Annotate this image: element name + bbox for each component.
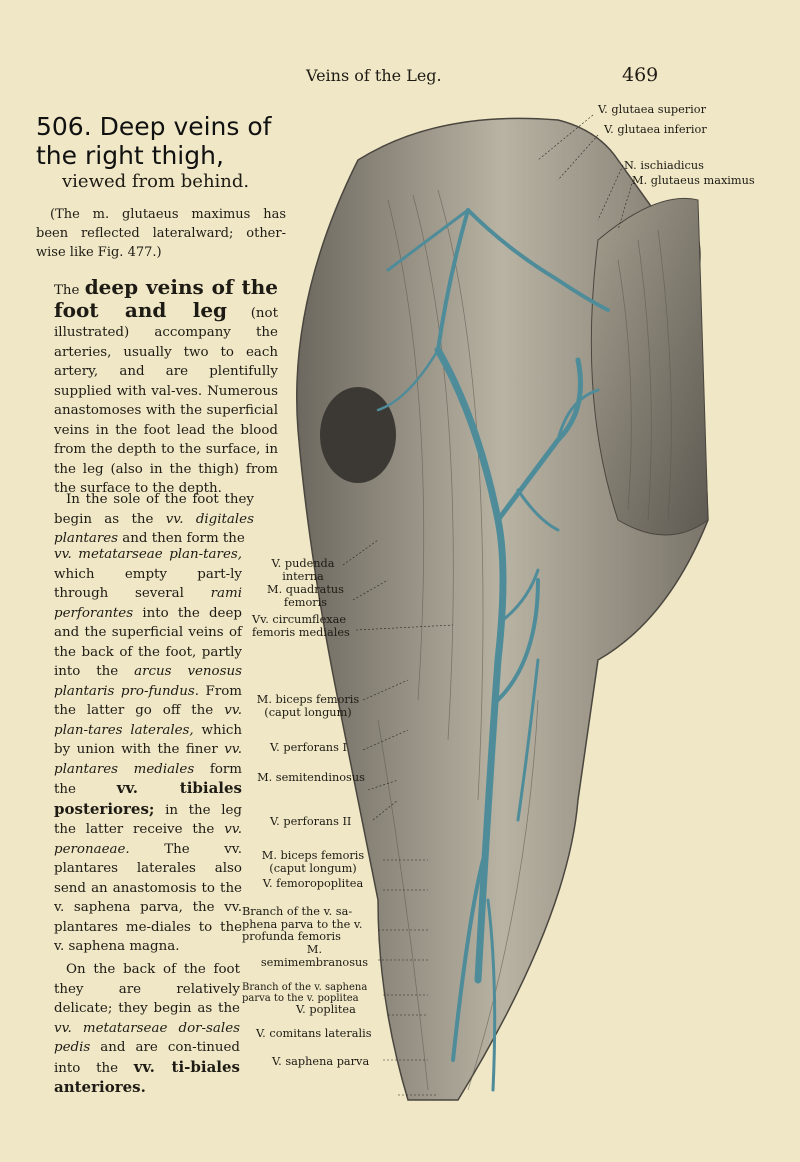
label-v-perforans-2: V. perforans II: [270, 815, 352, 828]
page-header: [0, 66, 800, 90]
label-v-glutaea-inferior: V. glutaea inferior: [604, 123, 707, 136]
p2-i4: arcus venosus plantaris pro-fundus.: [54, 664, 242, 699]
p1-lead: The: [54, 283, 80, 298]
p2-i6: vv. plantares mediales: [54, 742, 242, 777]
page-number: 469: [622, 64, 659, 86]
p2-g: form the: [54, 761, 242, 797]
anatomical-figure: [238, 100, 800, 1140]
p2-i3: rami perforantes: [54, 586, 242, 621]
p3-a: On the back of the foot they are relatively delicate; they begin as the: [54, 962, 240, 1016]
label-v-perforans-1: V. perforans I: [270, 741, 347, 754]
p2-j: The vv. plantares laterales also send an anastomosis to the v. saphena parva, the vv. plantares me-diales to the v. saphena magna.: [54, 841, 242, 954]
label-v-poplitea: V. poplitea: [296, 1003, 356, 1016]
p2-i1: vv. digitales plantares: [54, 511, 254, 546]
p2-i5: vv. plan-tares laterales,: [54, 703, 243, 738]
p2-h: in the leg the latter receive the: [54, 802, 242, 837]
paragraph-2-start: [54, 490, 254, 549]
label-v-femoropoplitea: V. femoropoplitea: [262, 877, 364, 890]
label-branch-poplitea: Branch of the v. saphena parva to the v. poplitea: [242, 982, 368, 1004]
label-m-semitendinosus: M. semitendinosus: [257, 771, 365, 784]
label-v-pudenda-interna: V. pudenda interna: [271, 557, 335, 583]
label-m-biceps-femoris-1: M. biceps femoris (caput longum): [256, 693, 360, 719]
p2-e: From the latter go off the: [54, 683, 242, 718]
p3-b: and are con-tinued into the: [54, 1040, 241, 1076]
p2-f: which by union with the finer: [54, 722, 242, 757]
ischial-hollow: [320, 387, 396, 483]
figure-title: 506. Deep veins of the right thigh,: [36, 112, 272, 170]
caption-text: (The m. glutaeus maximus has been reflected lateralward; other-wise like Fig. 477.): [36, 207, 286, 260]
p1-heading: deep veins of the foot and leg: [54, 275, 278, 322]
p1-note: (not illustrated): [54, 305, 278, 340]
figure-subtitle: viewed from behind.: [62, 171, 250, 192]
label-m-semimembranosus: M. semimembranosus: [260, 943, 369, 969]
p2-b: and then form the: [122, 531, 245, 546]
label-m-glutaeus-maximus: M. glutaeus maximus: [632, 174, 755, 187]
paragraph-2: [54, 545, 242, 957]
p2-i7: vv. peronaeae.: [54, 822, 242, 857]
p2-a: In the sole of the foot they begin as the: [54, 492, 254, 527]
paragraph-3: [54, 960, 240, 1099]
label-n-ischiadicus: N. ischiadicus: [624, 159, 704, 172]
p2-d: into the deep and the superficial veins of the back of the foot, partly into the: [54, 605, 242, 679]
label-v-glutaea-superior: V. glutaea superior: [598, 103, 706, 116]
label-m-quadratus-femoris: M. quadratus femoris: [267, 583, 344, 609]
p3-b1: vv. ti-biales anteriores.: [54, 1057, 240, 1096]
p2-i2: vv. metatarseae plan-tares,: [54, 547, 242, 562]
running-title: Veins of the Leg.: [306, 66, 442, 85]
p1-text: accompany the arteries, usually two to each artery, and are plentifully supplied with val-ves. Numerous anastomoses with the superficial veins in the foot lead the blood from the depth to the surface, in the leg (also in the thigh) from the surface to the depth.: [54, 325, 278, 496]
label-branch-profunda: Branch of the v. sa-phena parva to the v. profunda femoris: [242, 905, 363, 943]
p3-i1: vv. metatarseae dor-sales pedis: [54, 1020, 240, 1055]
label-v-comitans-lateralis: V. comitans lateralis: [256, 1027, 372, 1040]
label-vv-circumflexae: Vv. circumflexae femoris mediales: [252, 613, 350, 639]
p2-c: which empty part-ly through several: [54, 566, 242, 601]
label-v-saphena-parva: V. saphena parva: [272, 1055, 370, 1068]
label-m-biceps-femoris-2: M. biceps femoris (caput longum): [261, 849, 365, 875]
p2-b1: vv. tibiales posteriores;: [54, 779, 242, 818]
